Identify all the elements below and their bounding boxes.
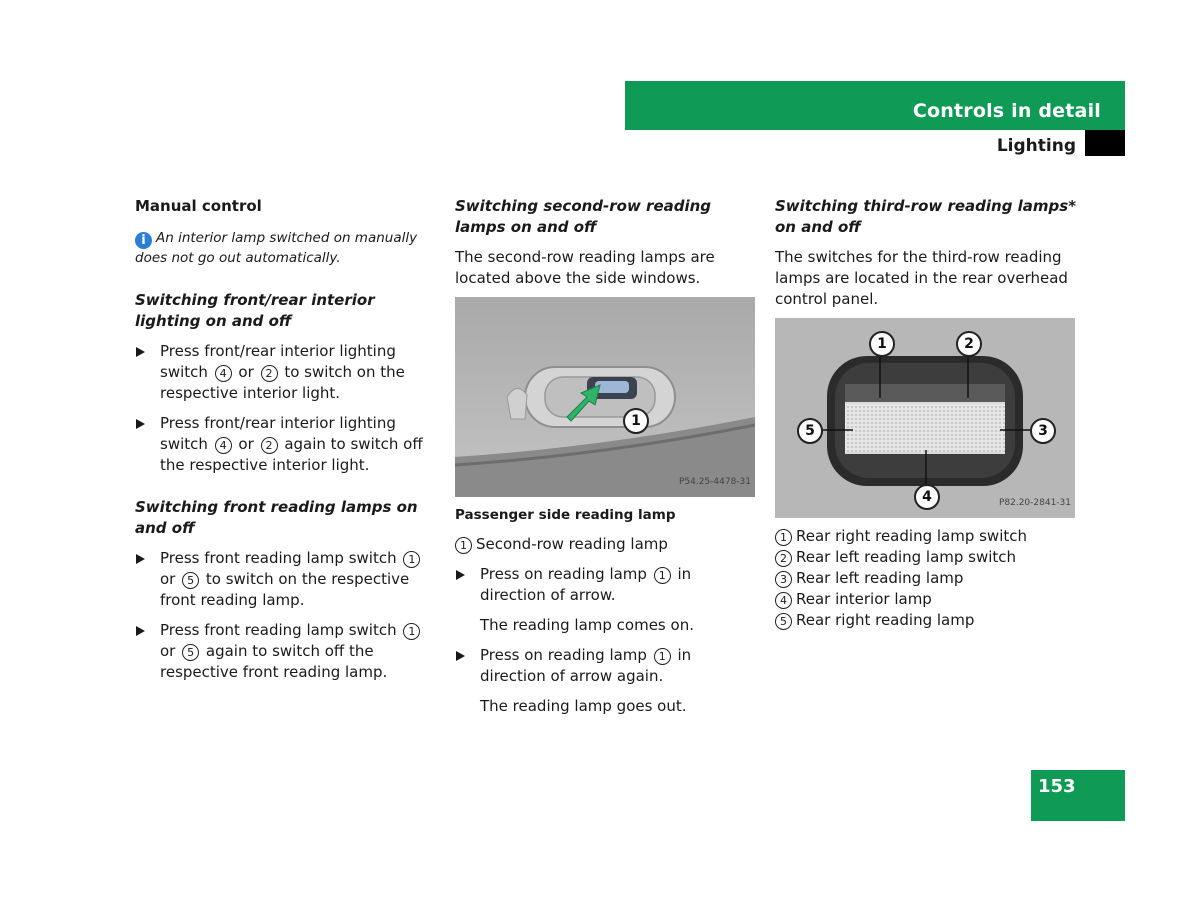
ref-number: 4 [215, 365, 232, 382]
info-note [135, 229, 437, 268]
step-arrow-icon [136, 419, 145, 429]
intro-text: The switches for the third-row reading lamps are located in the rear overhead control panel. [775, 248, 1068, 308]
step-arrow-icon [456, 651, 465, 661]
figure-code: P54.25-4478-31 [678, 477, 751, 487]
result-text: The reading lamp comes on. [480, 616, 694, 634]
instruction-step: Press on reading lamp 1 in direction of arrow. [455, 564, 757, 606]
ref-number: 2 [261, 437, 278, 454]
ref-number: 1 [403, 623, 420, 640]
ref-number: 1 [775, 529, 792, 546]
ref-number: 5 [182, 644, 199, 661]
ref-number: 5 [182, 572, 199, 589]
ref-number: 1 [654, 567, 671, 584]
figure-caption: Passenger side reading lamp [455, 507, 676, 523]
result-text: The reading lamp goes out. [480, 697, 687, 715]
ref-number: 4 [775, 592, 792, 609]
overhead-panel-figure [775, 318, 1075, 518]
figure-code: P82.20-2841-31 [998, 498, 1071, 508]
figure-callout-5: 5 [797, 418, 823, 444]
section-header-bar [625, 81, 1125, 130]
ref-number: 5 [775, 613, 792, 630]
legend-item: 1 Rear right reading lamp switch [775, 526, 1077, 547]
subsection-title: Lighting [996, 136, 1076, 156]
ref-number: 1 [654, 648, 671, 665]
reading-lamp-illustration [455, 297, 755, 497]
instruction-step: Press on reading lamp 1 in direction of arrow again. [455, 645, 757, 687]
page-number-box [1031, 770, 1125, 821]
step-arrow-icon [456, 570, 465, 580]
legend-item: 4 Rear interior lamp [775, 589, 1077, 610]
subsection-marker [1085, 130, 1125, 156]
info-note-text: An interior lamp switched on manually does not go out automatically. [135, 230, 418, 266]
ref-number: 2 [775, 550, 792, 567]
reading-lamp-figure [455, 297, 755, 497]
step-arrow-icon [136, 626, 145, 636]
figure-callout-1: 1 [869, 331, 895, 357]
section-title: Controls in detail [912, 100, 1101, 122]
step-arrow-icon [136, 554, 145, 564]
heading-second-row-lamps: Switching second-row reading lamps on and off [455, 197, 712, 236]
figure-callout-1: 1 [623, 408, 649, 434]
column-2 [455, 196, 757, 726]
step-arrow-icon [136, 347, 145, 357]
ref-number: 2 [261, 365, 278, 382]
figure-callout-2: 2 [956, 331, 982, 357]
ref-number: 1 [403, 551, 420, 568]
figure-callout-4: 4 [914, 484, 940, 510]
instruction-step: Press front/rear interior lighting switch 4 or 2 again to switch off the respective interior light. [135, 413, 437, 476]
instruction-step: Press front reading lamp switch 1 or 5 again to switch off the respective front reading lamp. [135, 620, 437, 683]
legend-item: 1 Second-row reading lamp [455, 534, 757, 555]
column-3 [775, 196, 1077, 631]
heading-interior-lighting: Switching front/rear interior lighting on and off [135, 291, 375, 330]
page-number: 153 [1038, 776, 1076, 797]
ref-number: 1 [455, 537, 472, 554]
info-icon: i [135, 232, 152, 249]
intro-text: The second-row reading lamps are located above the side windows. [455, 248, 715, 287]
legend-item: 2 Rear left reading lamp switch [775, 547, 1077, 568]
heading-manual-control: Manual control [135, 197, 262, 215]
column-1 [135, 196, 437, 692]
legend-item: 5 Rear right reading lamp [775, 610, 1077, 631]
heading-front-reading-lamps: Switching front reading lamps on and off [135, 498, 418, 537]
figure-callout-3: 3 [1030, 418, 1056, 444]
legend-item: 3 Rear left reading lamp [775, 568, 1077, 589]
instruction-step: Press front/rear interior lighting switch 4 or 2 to switch on the respective interior light. [135, 341, 437, 404]
heading-third-row-lamps: Switching third-row reading lamps* on and off [775, 197, 1077, 236]
instruction-step: Press front reading lamp switch 1 or 5 to switch on the respective front reading lamp. [135, 548, 437, 611]
ref-number: 3 [775, 571, 792, 588]
ref-number: 4 [215, 437, 232, 454]
